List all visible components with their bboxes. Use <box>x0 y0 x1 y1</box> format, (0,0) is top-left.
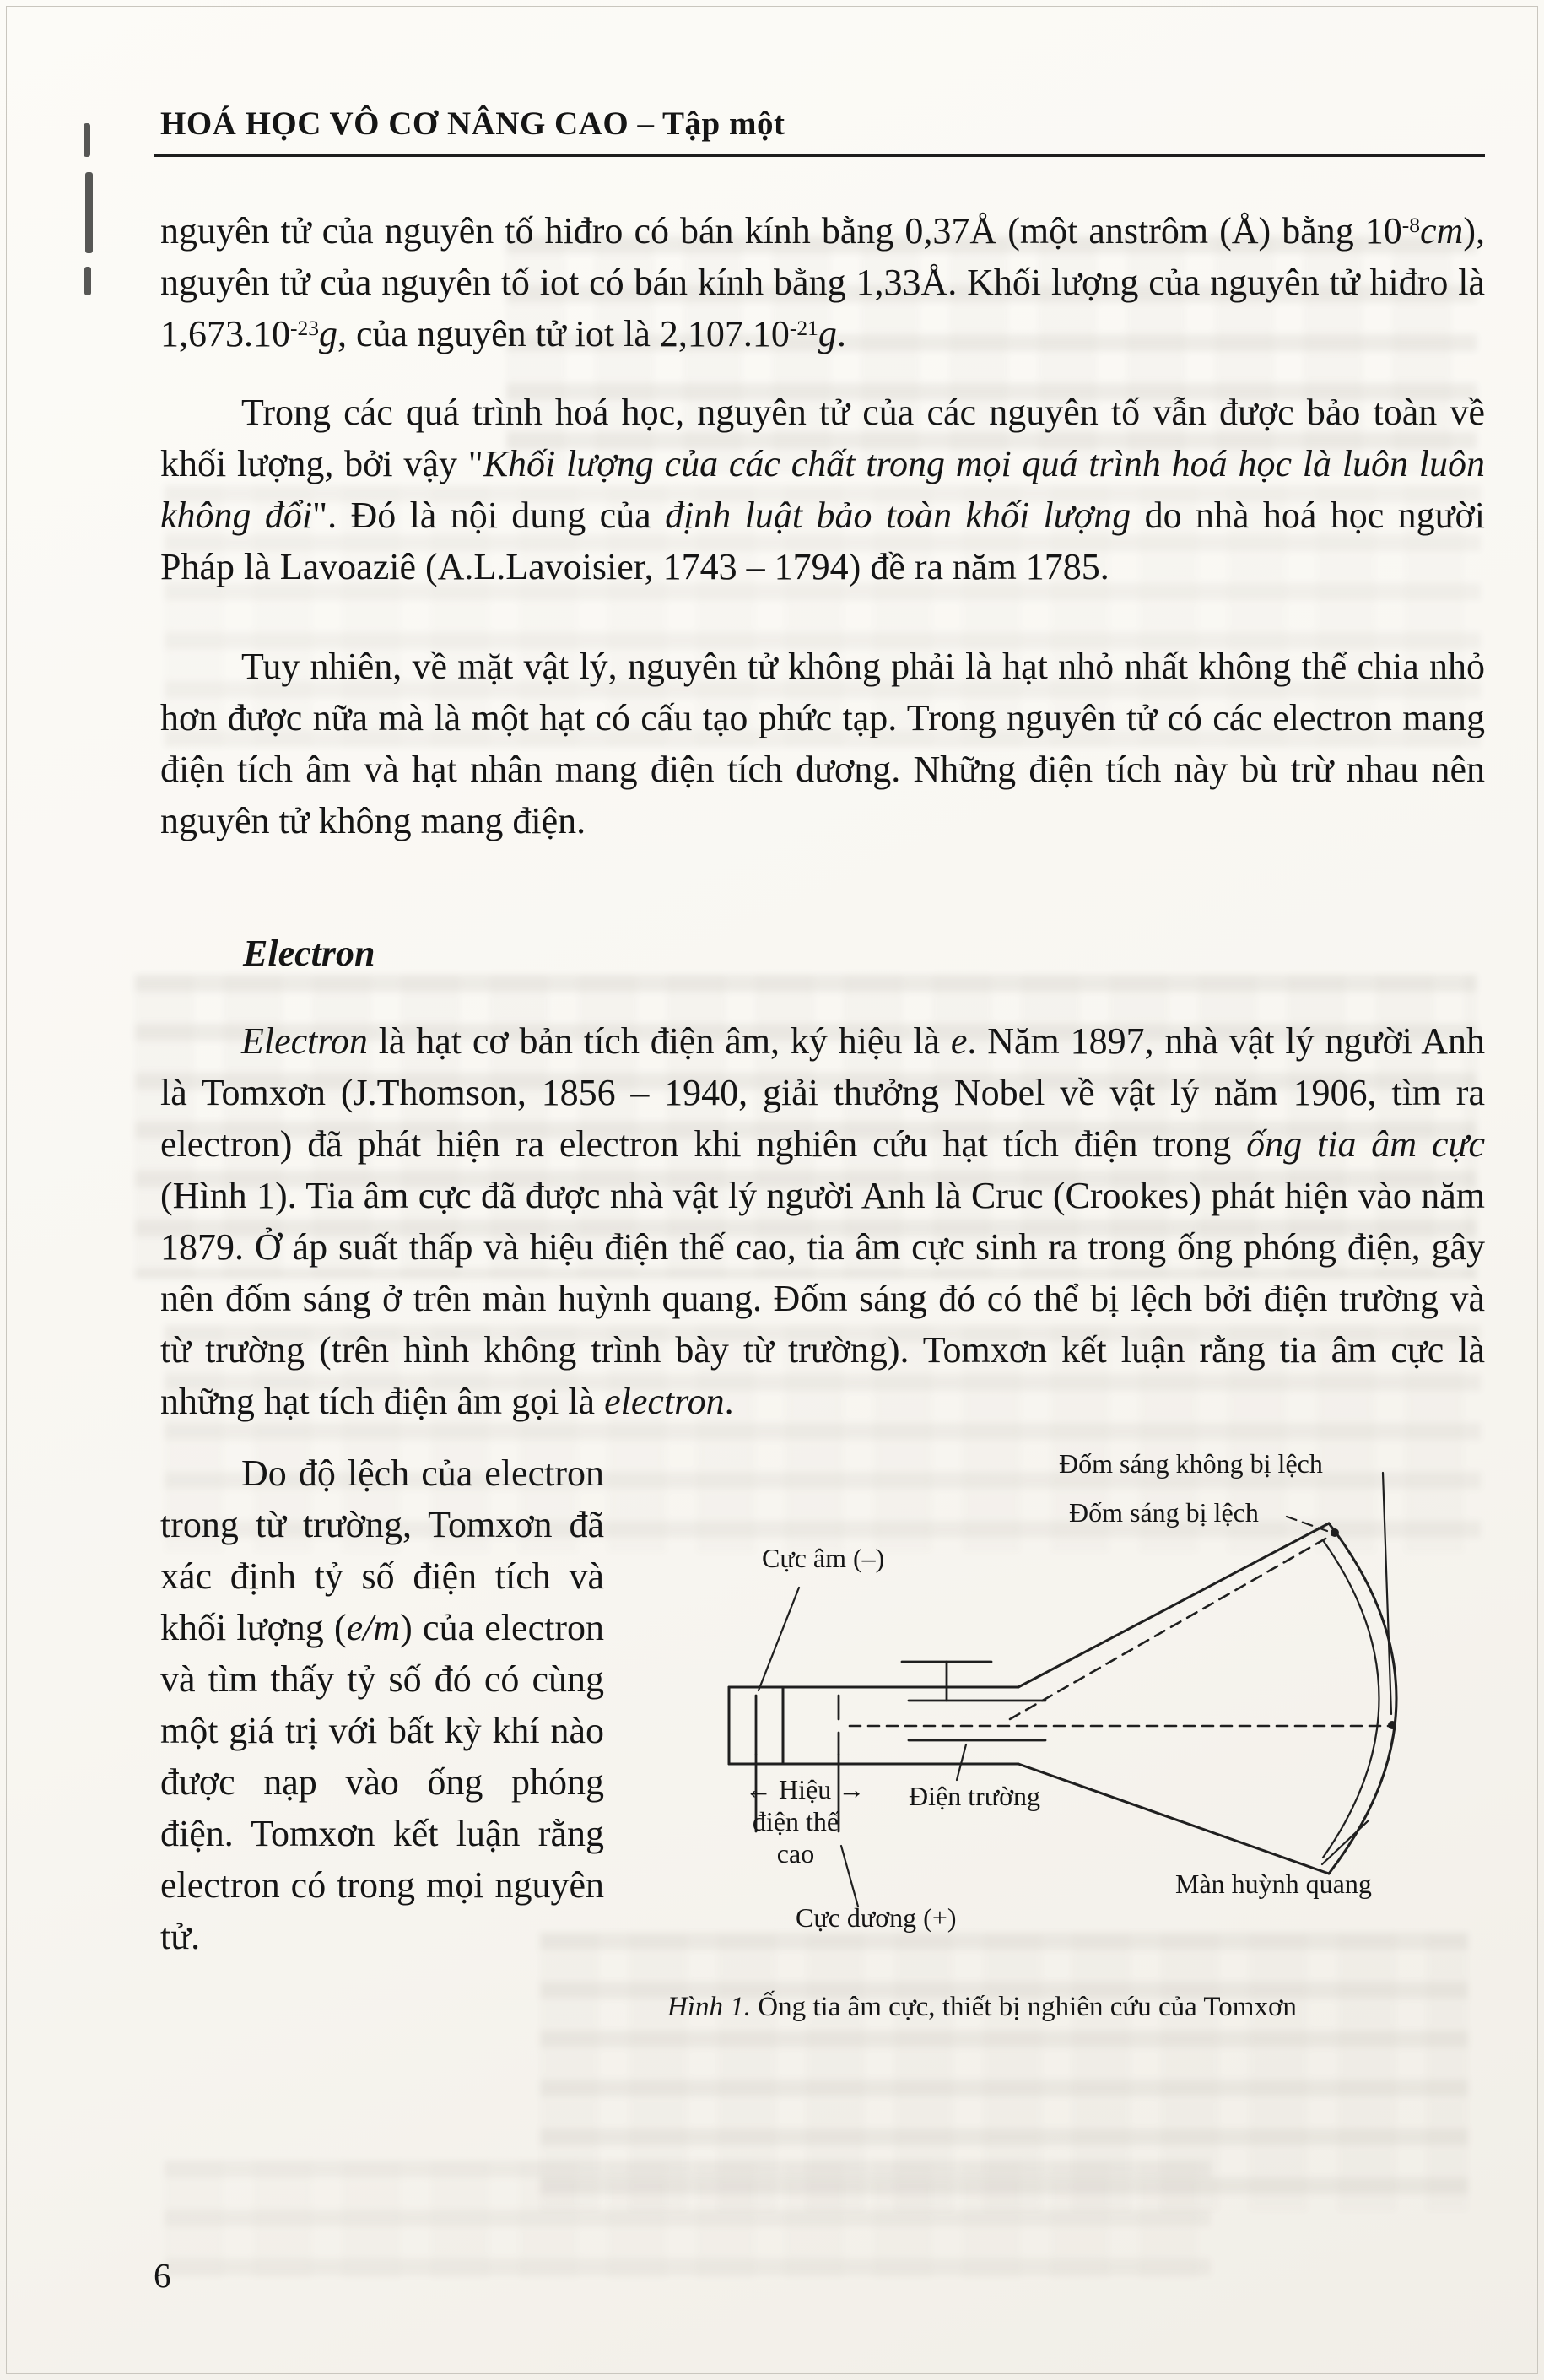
arrow-right-icon: → <box>838 1774 866 1804</box>
binding-mark <box>84 267 91 295</box>
screen-pointer <box>1322 1820 1369 1864</box>
figure-label-spot-undeflected: Đốm sáng không bị lệch <box>1059 1448 1323 1479</box>
cathode-pointer <box>759 1588 799 1690</box>
figure-label-spot-deflected: Đốm sáng bị lệch <box>1069 1497 1259 1528</box>
running-header: HOÁ HỌC VÔ CƠ NÂNG CAO – Tập một <box>160 105 785 142</box>
label-pointers <box>759 1473 1391 1907</box>
bleed-through-artifact <box>165 2161 1211 2279</box>
beam-deflected <box>1010 1534 1333 1719</box>
voltage-line-1 <box>745 1773 866 1805</box>
arrow-left-icon: ← <box>745 1774 772 1804</box>
figure-1 <box>656 1447 1485 2038</box>
voltage-line-3: cao <box>776 1838 815 1869</box>
left-text-column <box>160 1447 604 2038</box>
paragraph-2: Trong các quá trình hoá học, nguyên tử của các nguyên tố vẫn được bảo toàn về khối lượng, bởi vậy "Khối lượng của các chất trong mọi quá trình hoá học là luôn luôn không đổi". Đó là nội dung của định luật bảo toàn khối lượng do nhà hoá học người Pháp là Lavoaziê (A.L.Lavoisier, 1743 – 1794) đề ra năm 1785. <box>160 392 1486 587</box>
section-heading-electron: Electron <box>243 933 375 974</box>
figure-label-high-voltage <box>745 1773 866 1869</box>
cathode-ray-tube-diagram <box>656 1447 1485 2038</box>
figure-label-cathode: Cực âm (–) <box>762 1543 885 1573</box>
page-number: 6 <box>154 2256 171 2295</box>
voltage-word: Hiệu <box>779 1774 832 1804</box>
figure-caption <box>667 1991 1297 2023</box>
binding-mark <box>84 123 90 157</box>
binding-mark <box>85 172 93 253</box>
field-pointer <box>957 1744 966 1780</box>
spot-undeflected-pointer <box>1383 1473 1391 1714</box>
paragraph-4: Electron là hạt cơ bản tích điện âm, ký hiệu là e. Năm 1897, nhà vật lý người Anh là Tomxơn (J.Thomson, 1856 – 1940, giải thưởng Nobel về vật lý năm 1906, tìm ra electron) đã phát hiện ra electron khi nghiên cứu hạt tích điện trong ống tia âm cực (Hình 1). Tia âm cực đã được nhà vật lý người Anh là Cruc (Crookes) phát hiện vào năm 1879. Ở áp suất thấp và hiệu điện thế cao, tia âm cực sinh ra trong ống phóng điện, gây nên đốm sáng ở trên màn huỳnh quang. Đốm sáng đó có thể bị lệch bởi điện trường và từ trường (trên hình không trình bày từ trường). Tomxơn kết luận rằng tia âm cực là những hạt tích điện âm gọi là electron. <box>160 1020 1485 1422</box>
figure-caption-text: Ống tia âm cực, thiết bị nghiên cứu của Tomxơn <box>751 1992 1297 2022</box>
voltage-line-2: điện thế <box>752 1806 839 1836</box>
header-rule <box>154 154 1485 157</box>
figure-label-anode: Cực dương (+) <box>796 1902 957 1933</box>
page-body <box>160 205 1485 2038</box>
figure-caption-number: Hình 1. <box>667 1992 751 2022</box>
electron-beams <box>850 1534 1391 1726</box>
paragraph-3: Tuy nhiên, về mặt vật lý, nguyên tử không phải là hạt nhỏ nhất không thể chia nhỏ hơn được nữa mà là một hạt có cấu tạo phức tạp. Trong nguyên tử có các electron mang điện tích âm và hạt nhân mang điện tích dương. Những điện tích này bù trừ nhau nên nguyên tử không mang điện. <box>160 646 1485 841</box>
paragraph-5: Do độ lệch của electron trong từ trường, Tomxơn đã xác định tỷ số điện tích và khối lượng (e/m) của electron và tìm thấy tỷ số đó có cùng một giá trị với bất kỳ khí nào được nạp vào ống phóng điện. Tomxơn kết luận rằng electron có trong mọi nguyên tử. <box>160 1452 604 1957</box>
spot-deflected-pointer <box>1287 1517 1327 1531</box>
figure-label-screen: Màn huỳnh quang <box>1175 1869 1372 1899</box>
bottom-region <box>160 1447 1485 2038</box>
paragraph-1: nguyên tử của nguyên tố hiđro có bán kính bằng 0,37Å (một anstrôm (Å) bằng $10^{-8}cm$), nguyên tử của nguyên tố iot có bán kính bằng 1,33Å. Khối lượng của nguyên tử hiđro là $1,673.10^{-23}g$, của nguyên tử iot là $2,107.10^{-21}g$. <box>160 210 1485 354</box>
figure-label-electric-field: Điện trường <box>909 1781 1041 1811</box>
